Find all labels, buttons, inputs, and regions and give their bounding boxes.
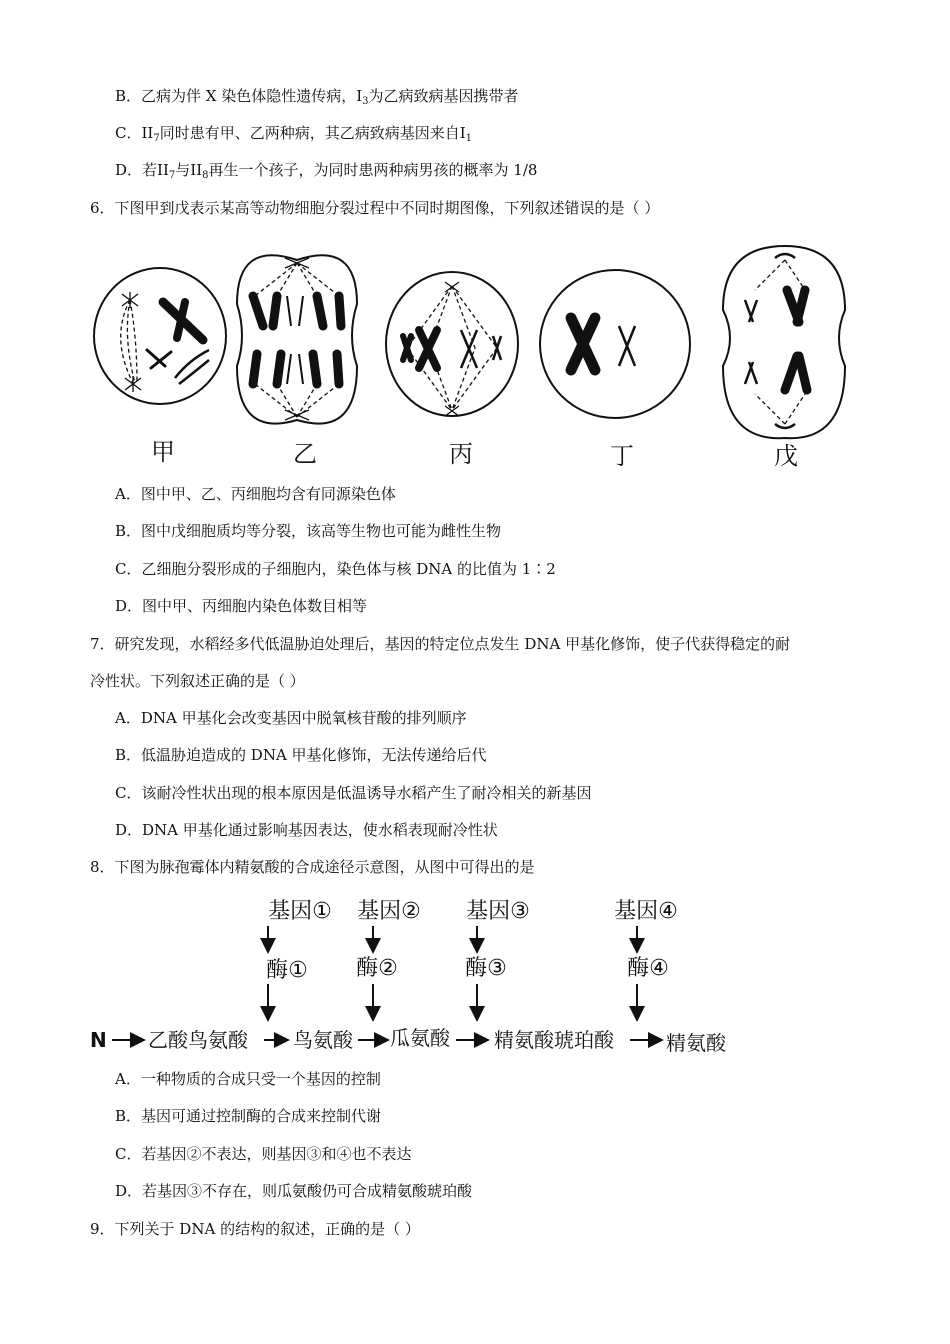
q7-option-d: D．DNA 甲基化通过影响基因表达，使水稻表现耐冷性状: [115, 821, 498, 839]
label-bing: 丙: [449, 440, 473, 468]
q6-stem: 6．下图甲到戊表示某高等动物细胞分裂过程中不同时期图像，下列叙述错误的是（ ）: [90, 199, 660, 217]
label-jia: 甲: [151, 438, 175, 466]
q6-option-b: B．图中戊细胞质均等分裂，该高等生物也可能为雌性生物: [115, 522, 502, 540]
cell-division-figure: [85, 238, 875, 470]
cell-wu: [723, 246, 845, 438]
q8-option-d: D．若基因③不存在，则瓜氨酸仍可合成精氨酸琥珀酸: [115, 1182, 473, 1200]
q9-stem: 9．下列关于 DNA 的结构的叙述，正确的是（ ）: [90, 1220, 420, 1238]
gene-3: 基因③: [466, 899, 530, 924]
q6-option-a: A．图中甲、乙、丙细胞均含有同源染色体: [115, 485, 396, 503]
pathway-acetylornithine: 乙酸鸟氨酸: [148, 1028, 248, 1052]
q6-option-c: C．乙细胞分裂形成的子细胞内，染色体与核 DNA 的比值为 1∶2: [115, 560, 556, 578]
label-ding: 丁: [610, 442, 634, 470]
pathway-argininosuccinate: 精氨酸琥珀酸: [494, 1028, 614, 1052]
q8-option-c: C．若基因②不表达，则基因③和④也不表达: [115, 1145, 412, 1163]
pathway-n: N: [90, 1028, 107, 1052]
q8-option-b: B．基因可通过控制酶的合成来控制代谢: [115, 1107, 382, 1125]
gene-2: 基因②: [357, 899, 421, 924]
enzyme-3: 酶③: [465, 956, 507, 981]
q5-option-b: B．乙病为伴 X 染色体隐性遗传病，$I_3$为乙病致病基因携带者: [115, 87, 519, 107]
gene-1: 基因①: [268, 899, 332, 924]
cell-bing: [386, 272, 518, 416]
q6-option-d: D．图中甲、丙细胞内染色体数目相等: [115, 597, 368, 615]
q8-stem: 8．下图为脉孢霉体内精氨酸的合成途径示意图，从图中可得出的是: [90, 858, 535, 876]
cell-yi: [237, 255, 357, 423]
cell-ding: [540, 270, 690, 418]
q7-stem-line1: 7．研究发现，水稻经多代低温胁迫处理后，基因的特定位点发生 DNA 甲基化修饰，使子代获得稳定的耐: [90, 635, 791, 653]
q7-option-a: A．DNA 甲基化会改变基因中脱氧核苷酸的排列顺序: [115, 709, 467, 727]
arginine-pathway-diagram: [88, 890, 748, 1062]
enzyme-1: 酶①: [266, 958, 308, 983]
cell-jia: [94, 268, 226, 404]
q5-option-c: C．$II_7$同时患有甲、乙两种病，其乙病致病基因来自$I_1$: [115, 124, 473, 144]
enzyme-4: 酶④: [627, 956, 669, 981]
pathway-ornithine: 鸟氨酸: [293, 1028, 353, 1052]
q7-stem-line2: 冷性状。下列叙述正确的是（ ）: [90, 672, 305, 690]
q8-option-a: A．一种物质的合成只受一个基因的控制: [115, 1070, 381, 1088]
q5-option-d: D．若$II_7$与$II_8$再生一个孩子，为同时患两种病男孩的概率为 1/8: [115, 161, 538, 181]
pathway-arginine: 精氨酸: [666, 1031, 726, 1055]
q7-option-c: C．该耐冷性状出现的根本原因是低温诱导水稻产生了耐冷相关的新基因: [115, 784, 592, 802]
q7-option-b: B．低温胁迫造成的 DNA 甲基化修饰，无法传递给后代: [115, 746, 487, 764]
label-yi: 乙: [293, 440, 317, 468]
label-wu: 戊: [774, 442, 798, 470]
enzyme-2: 酶②: [356, 956, 398, 981]
gene-4: 基因④: [614, 899, 678, 924]
pathway-citrulline: 瓜氨酸: [390, 1026, 450, 1050]
